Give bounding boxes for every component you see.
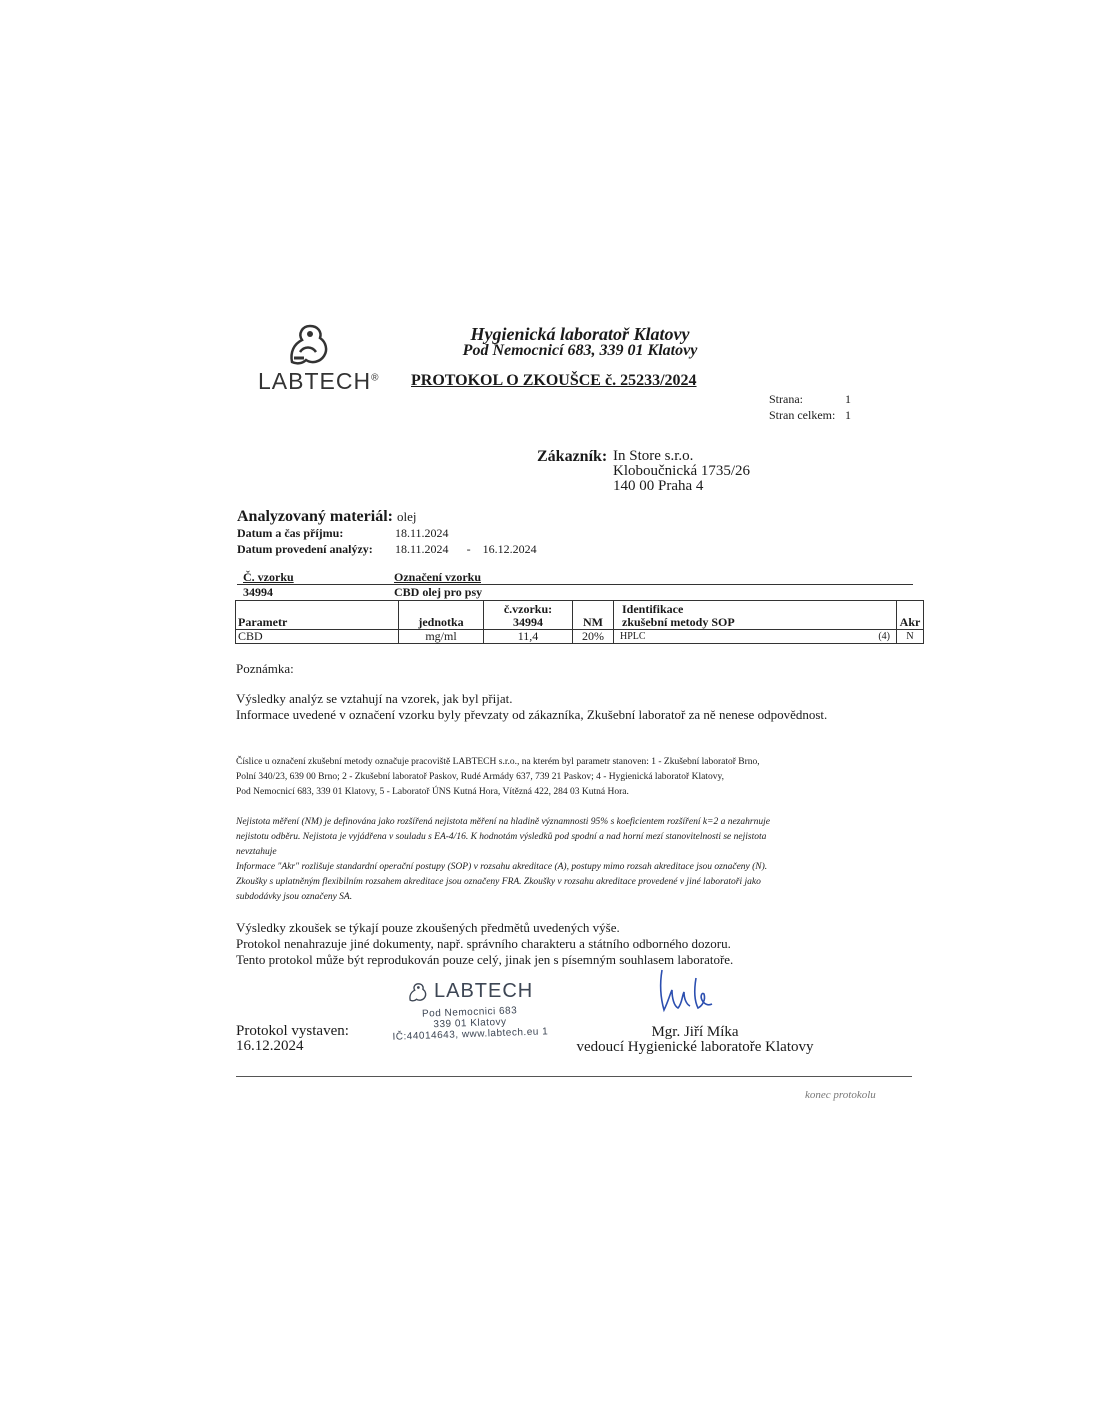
logo-text: LABTECH® bbox=[258, 368, 380, 394]
col-method: Identifikace zkušební metody SOP bbox=[614, 601, 897, 630]
closing-text: Výsledky zkoušek se týkají pouze zkoušených předmětů uvedených výše. Protokol nenahrazuje jiné dokumenty, např. správního charakteru a státního odborného dozoru. Tento protokol může být reprodukován pouze celý, jinak jen s písemným souhlasem laboratoře. bbox=[236, 920, 734, 967]
protocol-title: PROTOKOL O ZKOUŠCE č. 25233/2024 bbox=[411, 372, 697, 389]
col-nm: NM bbox=[573, 601, 614, 630]
labtech-logo-icon bbox=[284, 322, 330, 366]
received-date: Datum a čas příjmu: 18.11.2024 bbox=[237, 526, 449, 540]
laboratory-stamp: LABTECH Pod Nemocnici 683 339 01 Klatovy IČ:44014643, www.labtech.eu 1 bbox=[392, 980, 549, 1043]
bottom-divider bbox=[236, 1076, 912, 1077]
results-notes: Výsledky analýz se vztahují na vzorek, jak byl přijat. Informace uvedené v označení vzorku byly převzaty od zákazníka, Zkušební laboratoř za ně nenese odpovědnost. bbox=[236, 691, 828, 722]
table-row: CBD mg/ml 11,4 20% HPLC (4) N bbox=[236, 630, 924, 644]
signer: Mgr. Jiří Míka vedoucí Hygienické laboratoře Klatovy bbox=[576, 1024, 814, 1055]
sample-heading: Č. vzorku Označení vzorku 34994 CBD olej pro psy bbox=[237, 570, 913, 600]
analysis-date: Datum provedení analýzy: 18.11.2024 - 16.12.2024 bbox=[237, 542, 537, 556]
material: Analyzovaný materiál: olej bbox=[237, 508, 417, 525]
lab-name: Hygienická laboratoř Klatovy bbox=[470, 324, 690, 344]
sites-text: Číslice u označení zkušební metody označuje pracoviště LABTECH s.r.o., na kterém byl parametr stanoven: 1 - Zkušební laboratoř Brno, Polní 340/23, 639 00 Brno; 2 - Zkušební laboratoř Paskov, Rudé Armády 637, 739 21 Paskov; 4 - Hygienická laboratoř Klatovy, Pod Nemocnicí 683, 339 01 Klatovy, 5 - Laboratoř ÚNS Kutná Hora, Vítězná 422, 284 03 Kutná Hora. bbox=[236, 757, 760, 797]
col-unit: jednotka bbox=[399, 601, 484, 630]
uncertainty-text: Nejistota měření (NM) je definována jako rozšířená nejistota měření na hladině významnosti 95% s koeficientem rozšíření k=2 a nezahrnuje nejistotu odběru. Nejistota je vyjádřena v souladu s EA-4/16. K hodnotám výsledků pod spodní a nad horní mezí stanovitelnosti se nejistota nevztahuje Informace "Akr" rozlišuje standardní operační postupy (SOP) v rozsahu akreditace (A), postupy mimo rozsah akreditace jsou označeny (N). Zkoušky s uplatněným flexibilním rozsahem akreditace jsou označeny FRA. Zkoušky v rozsahu akreditace provedené v jiné laboratoři jako subdodávky jsou označeny SA. bbox=[236, 817, 770, 902]
results-table bbox=[235, 600, 924, 644]
end-note: konec protokolu bbox=[805, 1089, 876, 1101]
customer-address: In Store s.r.o. Kloboučnická 1735/26 140 00 Praha 4 bbox=[613, 448, 751, 494]
col-sample-no: č.vzorku: 34994 bbox=[484, 601, 573, 630]
customer-label: Zákazník: bbox=[537, 448, 608, 465]
issued-info: Protokol vystaven: 16.12.2024 bbox=[236, 1023, 349, 1054]
col-parameter: Parametr bbox=[236, 601, 399, 630]
col-akr: Akr bbox=[897, 601, 924, 630]
stamp-logo-icon bbox=[406, 982, 428, 1002]
page-info: Strana: 1 Stran celkem: 1 bbox=[769, 392, 851, 422]
lab-address: Pod Nemocnicí 683, 339 01 Klatovy bbox=[462, 342, 698, 359]
signature-icon bbox=[656, 966, 716, 1016]
note-label: Poznámka: bbox=[236, 661, 294, 676]
